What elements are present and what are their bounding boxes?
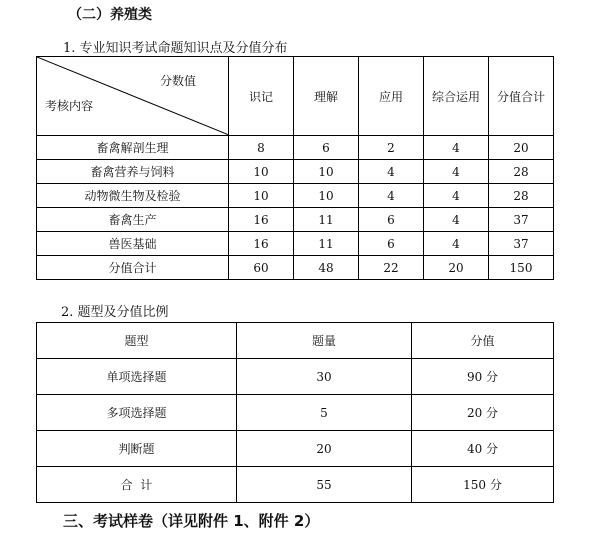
table1-header-row — [37, 57, 554, 136]
table-cell: 16 — [229, 232, 294, 256]
table-cell: 5 — [237, 395, 412, 431]
table-cell: 分值合计 — [37, 256, 229, 280]
table-cell: 28 — [489, 160, 554, 184]
table-cell: 10 — [294, 160, 359, 184]
table-cell: 20 — [237, 431, 412, 467]
table-cell: 150 分 — [412, 467, 554, 503]
table-cell: 10 — [294, 184, 359, 208]
table-cell: 28 — [489, 184, 554, 208]
table-cell: 判断题 — [37, 431, 237, 467]
table-cell: 6 — [294, 136, 359, 160]
table-cell: 4 — [424, 160, 489, 184]
table1-header-cell: 综合运用 — [424, 57, 489, 136]
table-total-row — [37, 467, 554, 503]
table1-header-cell: 应用 — [359, 57, 424, 136]
table2-header-cell: 分值 — [412, 323, 554, 359]
table-cell: 40 分 — [412, 431, 554, 467]
table2-header-cell: 题量 — [237, 323, 412, 359]
table1-header-cell: 识记 — [229, 57, 294, 136]
table-cell: 11 — [294, 208, 359, 232]
table-row — [37, 232, 554, 256]
table-cell: 30 — [237, 359, 412, 395]
table-cell: 20 — [424, 256, 489, 280]
table-cell: 55 — [237, 467, 412, 503]
table-cell: 4 — [424, 232, 489, 256]
table-cell: 4 — [424, 208, 489, 232]
table-cell: 20 — [489, 136, 554, 160]
table-cell: 16 — [229, 208, 294, 232]
table1-corner-cell — [37, 57, 229, 136]
table-cell: 10 — [229, 160, 294, 184]
knowledge-distribution-table — [36, 56, 554, 280]
table-cell: 畜禽营养与饲料 — [37, 160, 229, 184]
diagonal-line — [37, 57, 229, 135]
section-title: （二）养殖类 — [68, 7, 152, 23]
table-cell: 动物微生物及检验 — [37, 184, 229, 208]
section-heading: 三、考试样卷（详见附件 1、附件 2） — [63, 512, 320, 530]
table-cell: 22 — [359, 256, 424, 280]
table-row — [37, 395, 554, 431]
table-cell: 6 — [359, 208, 424, 232]
table-cell: 多项选择题 — [37, 395, 237, 431]
table-cell: 11 — [294, 232, 359, 256]
table-cell: 6 — [359, 232, 424, 256]
table-cell: 合 计 — [37, 467, 237, 503]
table-row — [37, 359, 554, 395]
question-type-table — [36, 322, 554, 503]
table-cell: 60 — [229, 256, 294, 280]
table1-header-cell: 分值合计 — [489, 57, 554, 136]
table-cell: 4 — [424, 136, 489, 160]
table-cell: 畜禽解剖生理 — [37, 136, 229, 160]
table-cell: 4 — [359, 184, 424, 208]
table-cell: 4 — [359, 160, 424, 184]
table-total-row — [37, 256, 554, 280]
table-cell: 8 — [229, 136, 294, 160]
table-cell: 4 — [424, 184, 489, 208]
table-cell: 20 分 — [412, 395, 554, 431]
table-row — [37, 208, 554, 232]
table-cell: 37 — [489, 208, 554, 232]
table-cell: 90 分 — [412, 359, 554, 395]
table2-header-row — [37, 323, 554, 359]
table-row — [37, 184, 554, 208]
table-cell: 兽医基础 — [37, 232, 229, 256]
corner-bottom-label: 考核内容 — [45, 99, 94, 113]
table-cell: 48 — [294, 256, 359, 280]
table1-header-cell: 理解 — [294, 57, 359, 136]
table-cell: 150 — [489, 256, 554, 280]
table2-title: 2. 题型及分值比例 — [61, 305, 169, 320]
table-cell: 畜禽生产 — [37, 208, 229, 232]
corner-top-label: 分数值 — [159, 74, 196, 88]
table-row — [37, 431, 554, 467]
table-cell: 单项选择题 — [37, 359, 237, 395]
table-cell: 2 — [359, 136, 424, 160]
table-cell: 37 — [489, 232, 554, 256]
table-cell: 10 — [229, 184, 294, 208]
table-row — [37, 160, 554, 184]
table1-title: 1. 专业知识考试命题知识点及分值分布 — [63, 41, 288, 56]
table-row — [37, 136, 554, 160]
table2-header-cell: 题型 — [37, 323, 237, 359]
